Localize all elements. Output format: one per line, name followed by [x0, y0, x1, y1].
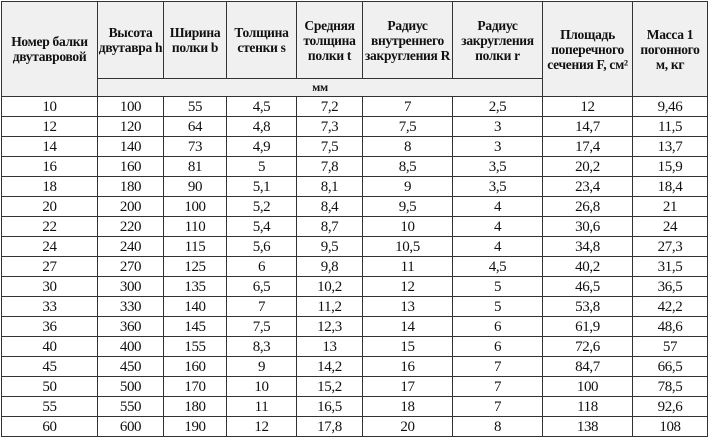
table-cell: 61,9: [543, 317, 633, 337]
table-cell: 57: [633, 337, 708, 357]
table-cell: 138: [543, 417, 633, 437]
table-cell: 24: [2, 237, 98, 257]
table-cell: 5,4: [227, 217, 297, 237]
table-cell: 6: [453, 337, 543, 357]
table-cell: 10: [363, 217, 453, 237]
table-cell: 8,5: [363, 157, 453, 177]
table-cell: 34,8: [543, 237, 633, 257]
table-cell: 4: [453, 197, 543, 217]
table-cell: 27,3: [633, 237, 708, 257]
table-row: [2, 177, 708, 197]
table-cell: 240: [98, 237, 164, 257]
table-cell: 72,6: [543, 337, 633, 357]
table-cell: 118: [543, 397, 633, 417]
table-cell: 17: [363, 377, 453, 397]
table-cell: 9,46: [633, 97, 708, 117]
table-cell: 16,5: [297, 397, 363, 417]
table-cell: 40: [2, 337, 98, 357]
table-cell: 12: [543, 97, 633, 117]
table-cell: 8,4: [297, 197, 363, 217]
table-cell: 5,1: [227, 177, 297, 197]
table-cell: 9,8: [297, 257, 363, 277]
table-cell: 160: [164, 357, 227, 377]
table-cell: 7: [453, 357, 543, 377]
header-row: [2, 2, 708, 79]
table-cell: 66,5: [633, 357, 708, 377]
table-cell: 73: [164, 137, 227, 157]
table-cell: 6: [453, 317, 543, 337]
table-cell: 12: [227, 417, 297, 437]
table-cell: 300: [98, 277, 164, 297]
table-cell: 14,2: [297, 357, 363, 377]
table-cell: 18: [363, 397, 453, 417]
table-cell: 60: [2, 417, 98, 437]
table-cell: 135: [164, 277, 227, 297]
table-cell: 23,4: [543, 177, 633, 197]
table-cell: 8: [453, 417, 543, 437]
table-cell: 30: [2, 277, 98, 297]
table-cell: 5,6: [227, 237, 297, 257]
table-cell: 50: [2, 377, 98, 397]
table-cell: 100: [164, 197, 227, 217]
table-cell: 220: [98, 217, 164, 237]
table-cell: 5: [227, 157, 297, 177]
table-cell: 4,5: [227, 97, 297, 117]
table-cell: 9: [363, 177, 453, 197]
table-cell: 108: [633, 417, 708, 437]
table-cell: 64: [164, 117, 227, 137]
table-cell: 24: [633, 217, 708, 237]
table-cell: 92,6: [633, 397, 708, 417]
table-row: [2, 137, 708, 157]
table-cell: 11: [227, 397, 297, 417]
table-cell: 14: [363, 317, 453, 337]
table-cell: 190: [164, 417, 227, 437]
header-inner-radius: Радиус внутреннего закругления R: [363, 2, 453, 79]
header-flange-thickness: Средняя толщина полки t: [297, 2, 363, 79]
table-cell: 140: [164, 297, 227, 317]
table-row: [2, 417, 708, 437]
table-cell: 53,8: [543, 297, 633, 317]
table-cell: 12: [2, 117, 98, 137]
table-cell: 13: [297, 337, 363, 357]
table-cell: 11,2: [297, 297, 363, 317]
table-cell: 16: [363, 357, 453, 377]
table-cell: 13,7: [633, 137, 708, 157]
table-cell: 2,5: [453, 97, 543, 117]
table-cell: 7: [227, 297, 297, 317]
table-cell: 40,2: [543, 257, 633, 277]
table-cell: 4: [453, 217, 543, 237]
table-cell: 15: [363, 337, 453, 357]
table-row: [2, 257, 708, 277]
table-row: [2, 237, 708, 257]
table-cell: 550: [98, 397, 164, 417]
table-cell: 36,5: [633, 277, 708, 297]
table-cell: 170: [164, 377, 227, 397]
table-cell: 90: [164, 177, 227, 197]
table-row: [2, 377, 708, 397]
table-cell: 155: [164, 337, 227, 357]
table-row: [2, 357, 708, 377]
table-cell: 3: [453, 117, 543, 137]
table-cell: 145: [164, 317, 227, 337]
table-cell: 5: [453, 277, 543, 297]
table-cell: 14: [2, 137, 98, 157]
table-cell: 4: [453, 237, 543, 257]
table-row: [2, 97, 708, 117]
table-cell: 450: [98, 357, 164, 377]
header-web-thickness: Толщина стенки s: [227, 2, 297, 79]
table-cell: 100: [543, 377, 633, 397]
table-cell: 120: [98, 117, 164, 137]
header-flange-radius: Радиус закругления полки r: [453, 2, 543, 79]
table-cell: 400: [98, 337, 164, 357]
table-cell: 31,5: [633, 257, 708, 277]
table-cell: 11: [363, 257, 453, 277]
table-cell: 14,7: [543, 117, 633, 137]
table-cell: 6,5: [227, 277, 297, 297]
header-flange-width: Ширина полки b: [164, 2, 227, 79]
header-beam-number: Номер балки двутавровой: [2, 2, 98, 97]
table-cell: 200: [98, 197, 164, 217]
table-cell: 7: [453, 377, 543, 397]
table-cell: 20,2: [543, 157, 633, 177]
table-cell: 115: [164, 237, 227, 257]
table-cell: 81: [164, 157, 227, 177]
table-cell: 13: [363, 297, 453, 317]
table-cell: 100: [98, 97, 164, 117]
table-cell: 9,5: [363, 197, 453, 217]
table-cell: 26,8: [543, 197, 633, 217]
table-cell: 6: [227, 257, 297, 277]
table-cell: 22: [2, 217, 98, 237]
table-cell: 140: [98, 137, 164, 157]
table-row: [2, 297, 708, 317]
table-cell: 7,2: [297, 97, 363, 117]
table-cell: 7,5: [297, 137, 363, 157]
table-cell: 7,8: [297, 157, 363, 177]
table-cell: 7,3: [297, 117, 363, 137]
table-cell: 8,7: [297, 217, 363, 237]
table-cell: 30,6: [543, 217, 633, 237]
table-cell: 500: [98, 377, 164, 397]
table-cell: 600: [98, 417, 164, 437]
table-cell: 330: [98, 297, 164, 317]
header-mass: Масса 1 погонного м, кг: [633, 2, 708, 97]
table-cell: 3,5: [453, 157, 543, 177]
table-cell: 20: [2, 197, 98, 217]
table-cell: 42,2: [633, 297, 708, 317]
table-cell: 17,4: [543, 137, 633, 157]
header-area: Площадь поперечного сечения F, см²: [543, 2, 633, 97]
table-cell: 9,5: [297, 237, 363, 257]
table-cell: 4,9: [227, 137, 297, 157]
table-cell: 7: [363, 97, 453, 117]
table-cell: 16: [2, 157, 98, 177]
table-cell: 33: [2, 297, 98, 317]
table-cell: 18,4: [633, 177, 708, 197]
table-cell: 84,7: [543, 357, 633, 377]
table-cell: 27: [2, 257, 98, 277]
table-row: [2, 217, 708, 237]
table-cell: 180: [98, 177, 164, 197]
table-cell: 7,5: [227, 317, 297, 337]
table-row: [2, 277, 708, 297]
table-cell: 270: [98, 257, 164, 277]
table-cell: 160: [98, 157, 164, 177]
table-row: [2, 197, 708, 217]
table-row: [2, 397, 708, 417]
header-height: Высота двутавра h: [98, 2, 164, 79]
table-cell: 110: [164, 217, 227, 237]
table-cell: 8: [363, 137, 453, 157]
table-cell: 8,1: [297, 177, 363, 197]
table-row: [2, 317, 708, 337]
table-cell: 10: [2, 97, 98, 117]
table-row: [2, 117, 708, 137]
table-cell: 8,3: [227, 337, 297, 357]
table-cell: 10,5: [363, 237, 453, 257]
table-cell: 20: [363, 417, 453, 437]
i-beam-table: [1, 1, 708, 437]
table-cell: 7: [453, 397, 543, 417]
table-cell: 10,2: [297, 277, 363, 297]
table-cell: 12,3: [297, 317, 363, 337]
table-cell: 46,5: [543, 277, 633, 297]
table-cell: 5,2: [227, 197, 297, 217]
table-cell: 78,5: [633, 377, 708, 397]
table-cell: 3: [453, 137, 543, 157]
table-row: [2, 157, 708, 177]
table-cell: 4,8: [227, 117, 297, 137]
table-body: [2, 97, 708, 437]
table-cell: 17,8: [297, 417, 363, 437]
table-cell: 55: [164, 97, 227, 117]
table-cell: 7,5: [363, 117, 453, 137]
unit-label: мм: [98, 79, 543, 97]
table-cell: 15,9: [633, 157, 708, 177]
table-cell: 9: [227, 357, 297, 377]
table-cell: 15,2: [297, 377, 363, 397]
table-cell: 12: [363, 277, 453, 297]
table-cell: 4,5: [453, 257, 543, 277]
table-cell: 45: [2, 357, 98, 377]
table-cell: 21: [633, 197, 708, 217]
table-cell: 3,5: [453, 177, 543, 197]
table-row: [2, 337, 708, 357]
table-cell: 18: [2, 177, 98, 197]
table-cell: 180: [164, 397, 227, 417]
table-cell: 10: [227, 377, 297, 397]
table-cell: 360: [98, 317, 164, 337]
table-cell: 55: [2, 397, 98, 417]
table-cell: 36: [2, 317, 98, 337]
table-cell: 5: [453, 297, 543, 317]
table-cell: 11,5: [633, 117, 708, 137]
table-cell: 48,6: [633, 317, 708, 337]
table-cell: 125: [164, 257, 227, 277]
